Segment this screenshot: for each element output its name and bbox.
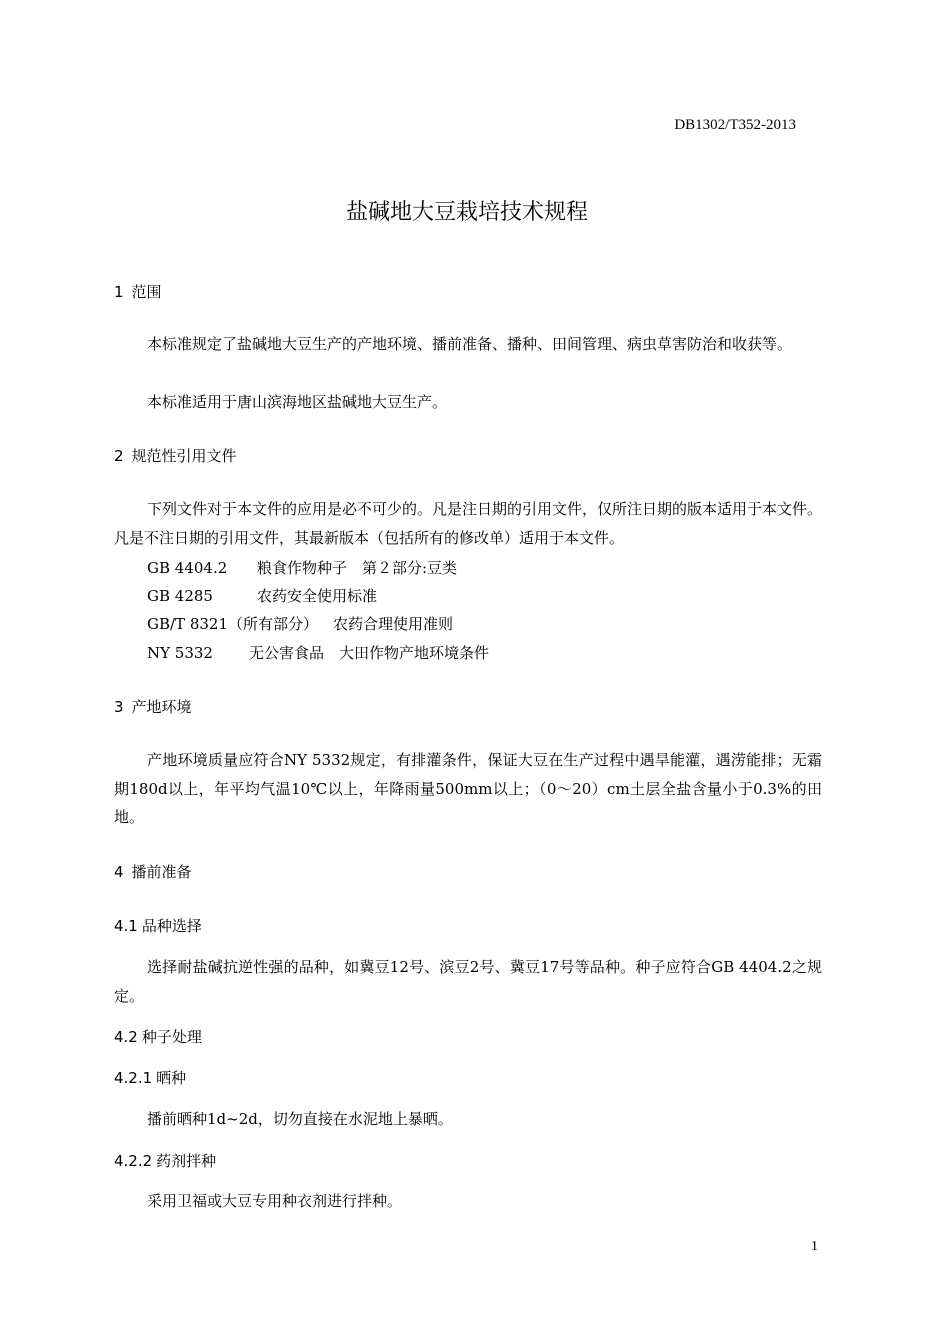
subsubsection-title: 药剂拌种 (156, 1152, 217, 1170)
subsubsection-heading-chemical-mixing (114, 1151, 216, 1171)
reference-item (147, 558, 457, 578)
document-title: 盐碱地大豆栽培技术规程 (345, 200, 588, 225)
subsection-number: 4.2 (114, 1028, 138, 1046)
subsection-heading-variety (114, 916, 202, 936)
section-heading-scope (114, 282, 162, 302)
page-number: 1 (811, 1239, 818, 1254)
reference-item (147, 614, 453, 634)
reference-name: 农药安全使用标准 (257, 587, 378, 605)
subsubsection-title: 晒种 (156, 1069, 187, 1087)
subsubsection-number: 4.2.1 (114, 1069, 153, 1087)
section-heading-environment (114, 697, 192, 717)
reference-code: NY 5332 (147, 644, 213, 662)
subsection-title: 品种选择 (141, 917, 202, 935)
document-code: DB1302/T352-2013 (674, 117, 796, 133)
reference-item (147, 643, 489, 663)
variety-paragraph: 选择耐盐碱抗逆性强的品种，如冀豆12号、滨豆2号、冀豆17号等品种。种子应符合GB 4404.2之规定。 (114, 958, 822, 1005)
reference-name: 无公害食品 大田作物产地环境条件 (249, 644, 490, 662)
chemical-mixing-paragraph: 采用卫福或大豆专用种衣剂进行拌种。 (147, 1192, 403, 1210)
subsection-number: 4.1 (114, 917, 138, 935)
section-title: 范围 (131, 283, 162, 301)
reference-item (147, 586, 377, 606)
scope-paragraph: 本标准规定了盐碱地大豆生产的产地环境、播前准备、播种、田间管理、病虫草害防治和收获等。 (147, 335, 793, 353)
subsection-heading-seed-treatment (114, 1027, 202, 1047)
section-title: 规范性引用文件 (131, 447, 237, 465)
reference-code: GB/T 8321（所有部分） (147, 615, 319, 633)
scope-applicability: 本标准适用于唐山滨海地区盐碱地大豆生产。 (147, 393, 448, 411)
section-number: 4 (114, 863, 124, 881)
section-number: 3 (114, 698, 124, 716)
subsubsection-number: 4.2.2 (114, 1152, 153, 1170)
reference-code: GB 4404.2 (147, 559, 228, 577)
section-number: 2 (114, 447, 124, 465)
section-heading-references (114, 446, 237, 466)
reference-code: GB 4285 (147, 587, 213, 605)
sun-drying-paragraph: 播前晒种1d~2d，切勿直接在水泥地上暴晒。 (147, 1110, 453, 1128)
section-title: 播前准备 (131, 863, 192, 881)
environment-paragraph: 产地环境质量应符合NY 5332规定，有排灌条件，保证大豆在生产过程中遇旱能灌，遇涝能排；无霜期180d以上，年平均气温10℃以上，年降雨量500mm以上；（0～20）cm土层全盐含量小于0.3%的田地。 (114, 751, 822, 827)
section-number: 1 (114, 283, 124, 301)
reference-name: 粮食作物种子 第２部分:豆类 (257, 559, 458, 577)
section-heading-preparation (114, 862, 192, 882)
references-intro: 下列文件对于本文件的应用是必不可少的。凡是注日期的引用文件，仅所注日期的版本适用于本文件。凡是不注日期的引用文件，其最新版本（包括所有的修改单）适用于本文件。 (114, 500, 823, 547)
reference-name: 农药合理使用准则 (333, 615, 454, 633)
subsubsection-heading-sun-drying (114, 1068, 186, 1088)
section-title: 产地环境 (131, 698, 192, 716)
subsection-title: 种子处理 (141, 1028, 202, 1046)
